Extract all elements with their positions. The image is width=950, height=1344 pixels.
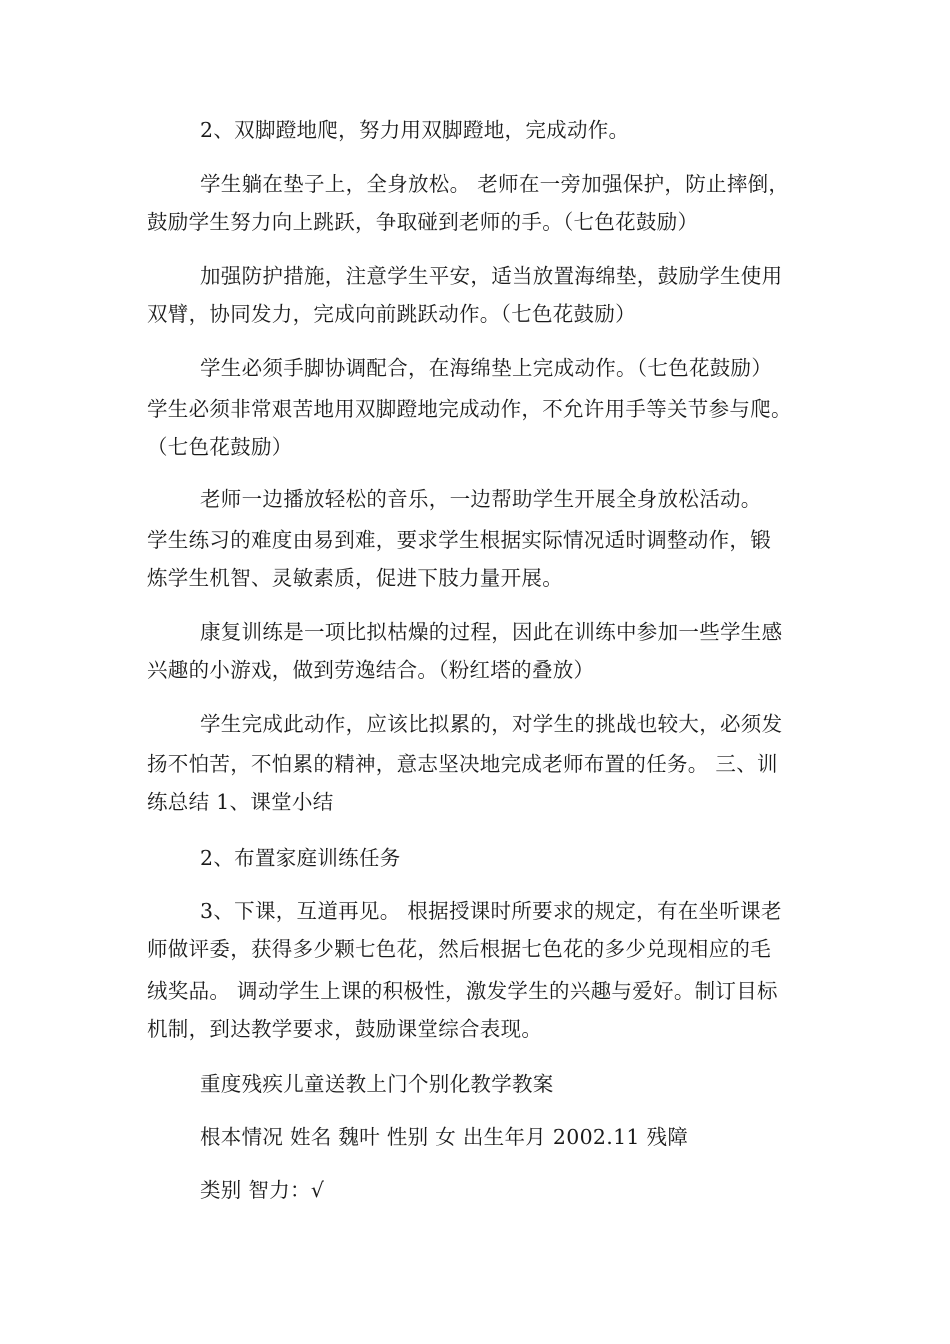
text-line: 炼学生机智、灵敏素质，促进下肢力量开展。 bbox=[147, 566, 563, 590]
text-line: 学生完成此动作，应该比拟累的，对学生的挑战也较大，必须发 bbox=[200, 712, 783, 736]
text-line: 鼓励学生努力向上跳跃，争取碰到老师的手。（七色花鼓励） bbox=[147, 210, 699, 234]
text-line: 兴趣的小游戏，做到劳逸结合。（粉红塔的叠放） bbox=[147, 658, 595, 682]
text-line: 康复训练是一项比拟枯燥的过程，因此在训练中参加一些学生感 bbox=[200, 620, 783, 644]
text-line: 2、布置家庭训练任务 bbox=[200, 846, 401, 870]
text-line: 学生必须手脚协调配合，在海绵垫上完成动作。（七色花鼓励） bbox=[200, 356, 773, 380]
text-line: 师做评委，获得多少颗七色花，然后根据七色花的多少兑现相应的毛 bbox=[147, 937, 771, 961]
text-line: 学生必须非常艰苦地用双脚蹬地完成动作，不允许用手等关节参与爬。 bbox=[147, 397, 792, 421]
text-line: 学生躺在垫子上，全身放松。 老师在一旁加强保护，防止摔倒， bbox=[200, 172, 790, 196]
text-line: 练总结 1、课堂小结 bbox=[147, 790, 334, 814]
text-line: 绒奖品。 调动学生上课的积极性，激发学生的兴趣与爱好。制订目标 bbox=[147, 979, 778, 1003]
text-line: 学生练习的难度由易到难，要求学生根据实际情况适时调整动作，锻 bbox=[147, 528, 771, 552]
text-line: 2、双脚蹬地爬，努力用双脚蹬地，完成动作。 bbox=[200, 118, 630, 142]
text-line: 加强防护措施，注意学生平安，适当放置海绵垫，鼓励学生使用 bbox=[200, 264, 783, 288]
text-line: （七色花鼓励） bbox=[147, 435, 293, 459]
text-line: 3、下课，互道再见。 根据授课时所要求的规定，有在坐听课老 bbox=[200, 899, 782, 923]
text-line: 双臂，协同发力，完成向前跳跃动作。（七色花鼓励） bbox=[147, 302, 636, 326]
text-line: 老师一边播放轻松的音乐，一边帮助学生开展全身放松活动。 bbox=[200, 487, 762, 511]
text-line: 机制，到达教学要求，鼓励课堂综合表现。 bbox=[147, 1017, 543, 1041]
text-line: 类别 智力：√ bbox=[200, 1178, 325, 1202]
section-title: 重度残疾儿童送教上门个别化教学教案 bbox=[200, 1072, 554, 1096]
text-line: 根本情况 姓名 魏叶 性别 女 出生年月 2002.11 残障 bbox=[200, 1125, 689, 1149]
text-line: 扬不怕苦，不怕累的精神，意志坚决地完成老师布置的任务。 三、训 bbox=[147, 752, 778, 776]
